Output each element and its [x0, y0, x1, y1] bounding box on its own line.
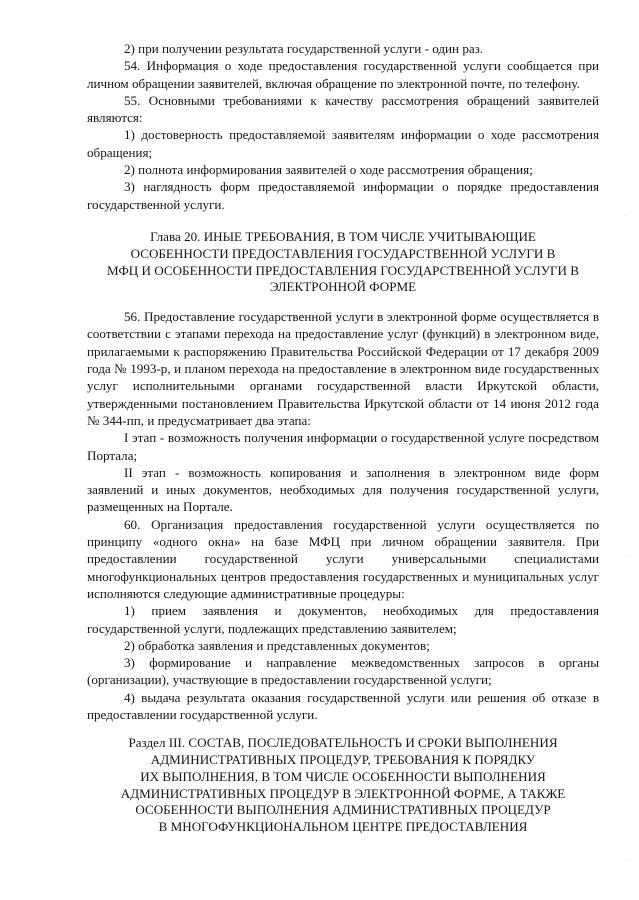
document-body — [87, 40, 599, 836]
section-heading-line: АДМИНИСТРАТИВНЫХ ПРОЦЕДУР В ЭЛЕКТРОННОЙ ФОРМЕ, А ТАКЖЕ — [120, 785, 566, 801]
scan-speck — [626, 555, 627, 556]
chapter-heading-line: Глава 20. ИНЫЕ ТРЕБОВАНИЯ, В ТОМ ЧИСЛЕ УЧИТЫВАЮЩИЕ — [150, 228, 536, 244]
paragraph-60: 60. Организация предоставления государственной услуги осуществляется по принципу «одного окна» на базе МФЦ при личном обращении заявителя. При предоставлении государственной услуги универсальными специалистами многофункциональных центров предоставления государственных и муниципальных услуг исполняются следующие административные процедуры: — [87, 516, 599, 601]
paragraph-60-item-3: 3) формирование и направление межведомственных запросов в органы (организации), участвующие в предоставлении государственной услуги; — [87, 655, 599, 688]
paragraph-60-item-4: 4) выдача результата оказания государственной услуги или решения об отказе в предоставлении государственной услуги. — [87, 689, 599, 722]
section-heading-line: ОСОБЕННОСТИ ВЫПОЛНЕНИЯ АДМИНИСТРАТИВНЫХ ПРОЦЕДУР — [135, 802, 551, 818]
chapter-heading-line: МФЦ И ОСОБЕННОСТИ ПРЕДОСТАВЛЕНИЯ ГОСУДАРСТВЕННОЙ УСЛУГИ В — [106, 262, 580, 278]
paragraph-55: 55. Основными требованиями к качеству рассмотрения обращений заявителей являются: — [87, 92, 599, 126]
paragraph-56: 56. Предоставление государственной услуги в электронной форме осуществляется в соответствии с этапами перехода на предоставление услуг (функций) в электронном виде, прилагаемыми к распоряжению Правительства Российской Федерации от 17 декабря 2009 года № 1993-р, и планом перехода на предоставление в электронном виде государственных услуг исполнительными органами государственной власти Иркутской области, утвержденными постановлением Правительства Иркутской области от 14 июня 2012 года № 344-пп, и предусматривает два этапа: — [87, 309, 599, 428]
section-heading-line: В МНОГОФУНКЦИОНАЛЬНОМ ЦЕНТРЕ ПРЕДОСТАВЛЕНИЯ — [158, 819, 528, 835]
paragraph-55-item-2: 2) полнота информирования заявителей о ходе рассмотрения обращения; — [124, 162, 533, 178]
paragraph-53-item-2: 2) при получении результата государственной услуги - один раз. — [124, 41, 484, 56]
section-heading-line: Раздел III. СОСТАВ, ПОСЛЕДОВАТЕЛЬНОСТЬ И СРОКИ ВЫПОЛНЕНИЯ — [128, 735, 558, 751]
scan-speck — [626, 860, 627, 861]
scan-speck — [626, 215, 627, 216]
chapter-heading-line: ЭЛЕКТРОННОЙ ФОРМЕ — [269, 279, 417, 295]
paragraph-54: 54. Информация о ходе предоставления государственной услуги сообщается при личном обращении заявителей, включая обращение по электронной почте, по телефону. — [87, 58, 599, 91]
section-heading-line: ИХ ВЫПОЛНЕНИЯ, В ТОМ ЧИСЛЕ ОСОБЕННОСТИ ВЫПОЛНЕНИЯ — [140, 768, 546, 784]
paragraph-55-item-1: 1) достоверность предоставляемой заявителям информации о ходе рассмотрения обращения; — [87, 127, 599, 160]
chapter-heading-line: ОСОБЕННОСТИ ПРЕДОСТАВЛЕНИЯ ГОСУДАРСТВЕННОЙ УСЛУГИ В — [130, 245, 556, 261]
stage-2: II этап - возможность копирования и заполнения в электронном виде форм заявлений и иных документов, необходимых для получения государственной услуги, размещенных на Портале. — [87, 464, 599, 515]
chapter-20-heading — [87, 229, 599, 296]
paragraph-60-item-2: 2) обработка заявления и представленных документов; — [124, 637, 430, 653]
section-heading-line: АДМИНИСТРАТИВНЫХ ПРОЦЕДУР, ТРЕБОВАНИЯ К ПОРЯДКУ — [150, 752, 536, 768]
paragraph-55-item-3: 3) наглядность форм предоставляемой информации о порядке предоставления государственной услуги. — [87, 179, 599, 212]
stage-1: I этап - возможность получения информации о государственной услуге посредством Портала; — [87, 430, 599, 463]
section-3-heading — [87, 735, 599, 836]
paragraph-60-item-1: 1) прием заявления и документов, необходимых для предоставления государственной услуги, подлежащих представлению заявителем; — [87, 603, 599, 636]
